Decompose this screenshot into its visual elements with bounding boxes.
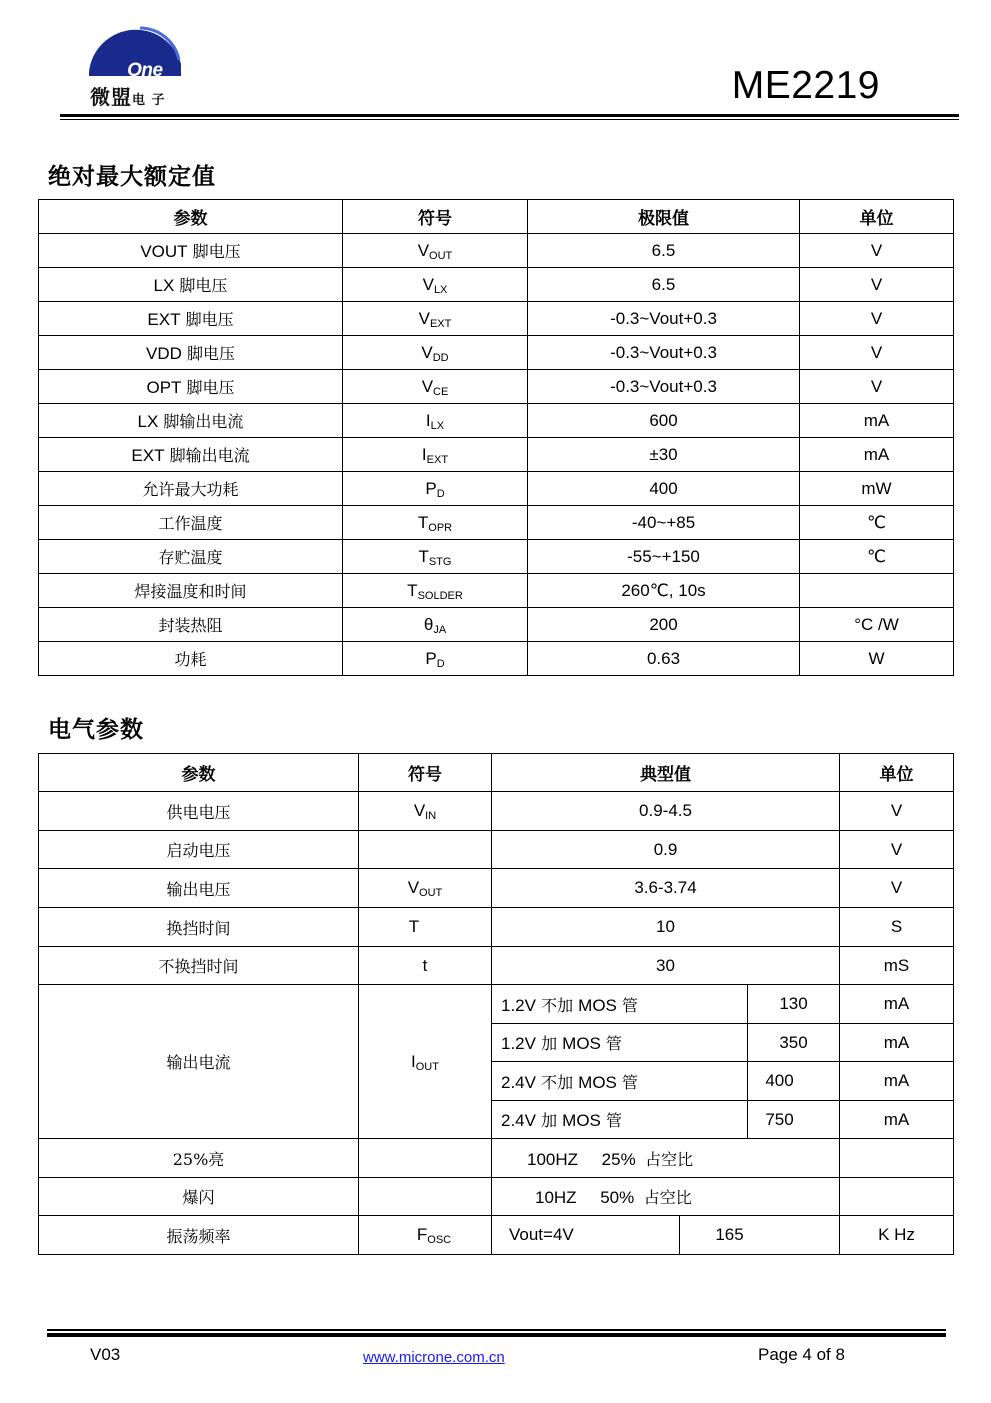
symbol-cell: $\theta_{JA}$ (343, 608, 528, 642)
value-cell: 10 (492, 908, 840, 947)
param-cell: VDD 脚电压 (39, 336, 343, 370)
header-unit: 单位 (840, 754, 954, 792)
symbol-cell: T (359, 908, 492, 947)
symbol-cell: $V_{CE}$ (343, 370, 528, 404)
value-cell: ±30 (528, 438, 800, 472)
unit-cell: mA (800, 404, 954, 438)
table-row (39, 642, 954, 676)
header-rule (60, 114, 959, 117)
value-cell: 400 (748, 1062, 840, 1101)
value-cell: 0.63 (528, 642, 800, 676)
unit-cell (840, 1139, 954, 1178)
unit-cell (840, 1178, 954, 1216)
symbol-cell: $V_{EXT}$ (343, 302, 528, 336)
table-row (39, 438, 954, 472)
elec-table (38, 753, 954, 1255)
param-cell: 振荡频率 (39, 1216, 359, 1255)
unit-cell: °C /W (800, 608, 954, 642)
value-cell: 400 (528, 472, 800, 506)
param-cell: 输出电流 (39, 985, 359, 1139)
param-cell: LX 脚电压 (39, 268, 343, 302)
unit-cell: V (800, 234, 954, 268)
symbol-cell: $F_{OSC}$ (359, 1216, 492, 1255)
footer-version: V03 (90, 1345, 121, 1364)
unit-cell: V (840, 792, 954, 831)
value-cell: 260℃, 10s (528, 574, 800, 608)
footer-rule-thick (47, 1333, 946, 1337)
param-cell: 25%亮 (39, 1139, 359, 1178)
value-cell: 750 (748, 1101, 840, 1139)
param-cell: 存贮温度 (39, 540, 343, 574)
table-row (39, 574, 954, 608)
table-row (39, 540, 954, 574)
condition-cell: 1.2V 加 MOS 管 (492, 1024, 748, 1062)
table-row (39, 472, 954, 506)
param-cell: EXT 脚输出电流 (39, 438, 343, 472)
table-row (39, 268, 954, 302)
table-row (39, 608, 954, 642)
symbol-cell: $I_{OUT}$ (359, 985, 492, 1139)
table-header-row (39, 754, 954, 792)
unit-cell: V (840, 869, 954, 908)
table-header-row (39, 200, 954, 234)
condition-cell: 2.4V 加 MOS 管 (492, 1101, 748, 1139)
param-cell: VOUT 脚电压 (39, 234, 343, 268)
symbol-cell: $V_{LX}$ (343, 268, 528, 302)
unit-cell: V (800, 268, 954, 302)
table-row (39, 1178, 954, 1216)
footer-url[interactable] (363, 1347, 505, 1367)
value-cell: 30 (492, 947, 840, 985)
header-param: 参数 (39, 754, 359, 792)
value-cell: 600 (528, 404, 800, 438)
condition-cell: 1.2V 不加 MOS 管 (492, 985, 748, 1024)
header-param: 参数 (39, 200, 343, 234)
table-row (39, 985, 954, 1024)
symbol-cell: $V_{IN}$ (359, 792, 492, 831)
value-cell: -55~+150 (528, 540, 800, 574)
symbol-cell: $V_{OUT}$ (359, 869, 492, 908)
header-symbol: 符号 (359, 754, 492, 792)
value-cell: 130 (748, 985, 840, 1024)
value-cell: 100HZ 25% 占空比 (492, 1139, 840, 1178)
document-title: ME2219 (731, 64, 880, 107)
param-cell: LX 脚输出电流 (39, 404, 343, 438)
table-row (39, 302, 954, 336)
header-symbol: 符号 (343, 200, 528, 234)
table-row (39, 234, 954, 268)
elec-title: 电气参数 (48, 717, 144, 743)
unit-cell: mW (800, 472, 954, 506)
param-cell: 供电电压 (39, 792, 359, 831)
condition-cell: 2.4V 不加 MOS 管 (492, 1062, 748, 1101)
value-cell: 10HZ 50% 占空比 (492, 1178, 840, 1216)
table-row (39, 404, 954, 438)
value-cell: 0.9 (492, 831, 840, 869)
unit-cell: ℃ (800, 506, 954, 540)
company-logo (86, 20, 186, 109)
symbol-cell: t (359, 947, 492, 985)
param-cell: 允许最大功耗 (39, 472, 343, 506)
param-cell: 焊接温度和时间 (39, 574, 343, 608)
param-cell: OPT 脚电压 (39, 370, 343, 404)
symbol-cell: $V_{DD}$ (343, 336, 528, 370)
unit-cell: mA (840, 985, 954, 1024)
value-cell: -0.3~Vout+0.3 (528, 302, 800, 336)
symbol-cell: $V_{OUT}$ (343, 234, 528, 268)
table-row (39, 831, 954, 869)
value-cell: -40~+85 (528, 506, 800, 540)
value-cell: -0.3~Vout+0.3 (528, 370, 800, 404)
footer-rule (47, 1329, 946, 1331)
symbol-cell: $T_{OPR}$ (343, 506, 528, 540)
abs-max-title: 绝对最大额定值 (48, 164, 216, 190)
logo-chinese-name: 微盟电 子 (90, 85, 166, 109)
unit-cell: W (800, 642, 954, 676)
unit-cell (800, 574, 954, 608)
unit-cell: K Hz (840, 1216, 954, 1255)
table-row (39, 1139, 954, 1178)
symbol-cell (359, 831, 492, 869)
table-row (39, 336, 954, 370)
unit-cell: S (840, 908, 954, 947)
value-cell: 350 (748, 1024, 840, 1062)
symbol-cell: $I_{LX}$ (343, 404, 528, 438)
param-cell: 工作温度 (39, 506, 343, 540)
condition-cell: Vout=4V (492, 1216, 680, 1255)
symbol-cell: $P_D$ (343, 642, 528, 676)
unit-cell: mA (840, 1062, 954, 1101)
symbol-cell (359, 1178, 492, 1216)
header-limit: 极限值 (528, 200, 800, 234)
unit-cell: mA (800, 438, 954, 472)
table-row (39, 506, 954, 540)
unit-cell: V (800, 336, 954, 370)
symbol-cell: $T_{SOLDER}$ (343, 574, 528, 608)
header-typical: 典型值 (492, 754, 840, 792)
header-rule-thin (60, 119, 959, 120)
unit-cell: mA (840, 1024, 954, 1062)
value-cell: 0.9-4.5 (492, 792, 840, 831)
symbol-cell (359, 1139, 492, 1178)
symbol-cell: $P_D$ (343, 472, 528, 506)
unit-cell: V (840, 831, 954, 869)
value-cell: 3.6-3.74 (492, 869, 840, 908)
table-row (39, 908, 954, 947)
param-cell: 输出电压 (39, 869, 359, 908)
unit-cell: ℃ (800, 540, 954, 574)
param-cell: 换挡时间 (39, 908, 359, 947)
header-unit: 单位 (800, 200, 954, 234)
footer-link[interactable]: www.microne.com.cn (363, 1349, 505, 1366)
table-row (39, 947, 954, 985)
symbol-cell: $I_{EXT}$ (343, 438, 528, 472)
table-row (39, 869, 954, 908)
logo-wordmark: MicrOne (90, 60, 163, 81)
param-cell: 不换挡时间 (39, 947, 359, 985)
unit-cell: V (800, 302, 954, 336)
value-cell: 200 (528, 608, 800, 642)
table-row (39, 370, 954, 404)
param-cell: 爆闪 (39, 1178, 359, 1216)
unit-cell: mS (840, 947, 954, 985)
unit-cell: mA (840, 1101, 954, 1139)
param-cell: EXT 脚电压 (39, 302, 343, 336)
value-cell: 6.5 (528, 268, 800, 302)
unit-cell: V (800, 370, 954, 404)
table-row (39, 792, 954, 831)
param-cell: 封装热阻 (39, 608, 343, 642)
param-cell: 启动电压 (39, 831, 359, 869)
value-cell: 165 (680, 1216, 840, 1255)
abs-max-table (38, 199, 954, 676)
value-cell: 6.5 (528, 234, 800, 268)
footer-page-number: Page 4 of 8 (758, 1345, 845, 1364)
table-row (39, 1216, 954, 1255)
value-cell: -0.3~Vout+0.3 (528, 336, 800, 370)
symbol-cell: $T_{STG}$ (343, 540, 528, 574)
param-cell: 功耗 (39, 642, 343, 676)
